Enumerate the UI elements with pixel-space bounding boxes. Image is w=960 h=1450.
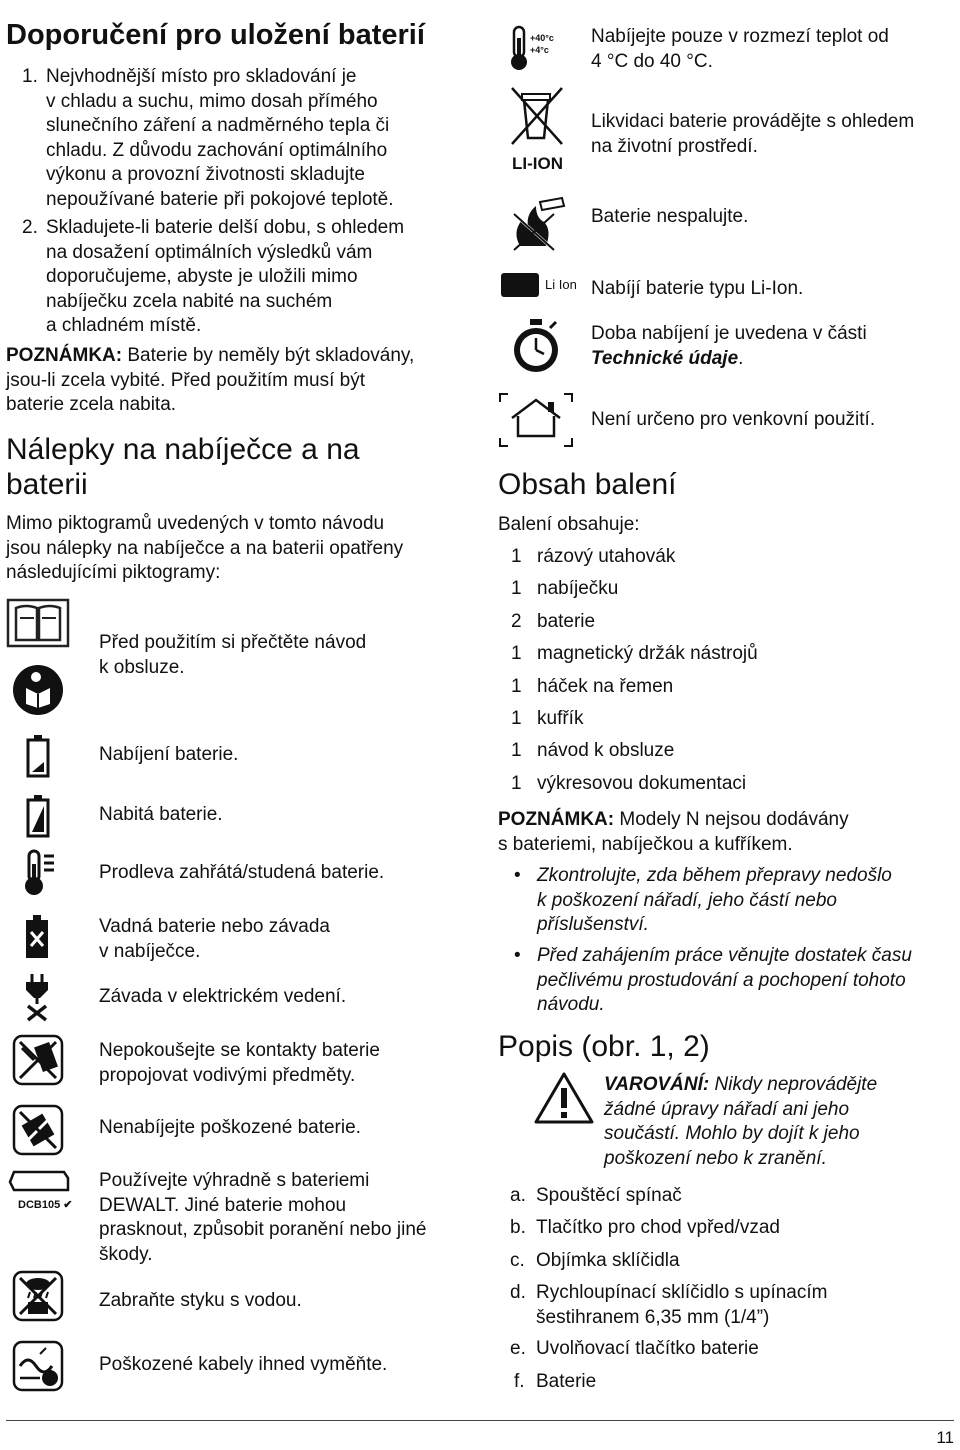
text-line: Baterie by neměly být skladovány,: [122, 345, 415, 366]
list-item: [511, 577, 758, 609]
thermometer-delay-icon: [20, 848, 60, 898]
read-manual-icon: [12, 664, 64, 716]
text-line: baterie zcela nabita.: [6, 394, 177, 415]
item-name: magnetický držák nástrojů: [537, 643, 758, 665]
text-line: žádné úpravy nářadí ani jeho: [604, 1098, 850, 1120]
part-name: Baterie: [536, 1371, 597, 1392]
damaged-cable-icon: [12, 1340, 64, 1392]
item-qty: 1: [511, 643, 522, 665]
part-b: [510, 1216, 780, 1241]
label-no-damaged: Nenabíjejte poškozené baterie.: [99, 1117, 361, 1138]
item-qty: 1: [511, 546, 522, 567]
text-line: slunečního záření a nadměrného tepla či: [46, 115, 390, 136]
title-line: Nálepky na nabíječce a na: [6, 433, 360, 466]
item-qty: 1: [511, 578, 522, 600]
text-line: Likvidaci baterie provádějte s ohledem: [591, 111, 915, 132]
item-name: nabíječku: [537, 578, 619, 600]
icon-text: Li Ion: [545, 277, 577, 292]
icon-text: +40°c: [530, 33, 554, 43]
item-name: baterie: [537, 610, 596, 632]
text-line: Skladujete-li baterie delší dobu, s ohledem: [46, 217, 405, 238]
part-letter: d.: [510, 1282, 526, 1303]
text-line: 4 °C do 40 °C.: [591, 50, 713, 72]
text-line: Před zahájením práce věnujte dostatek času: [537, 945, 912, 966]
li-ion-text: Nabíjí baterie typu Li-Ion.: [591, 278, 804, 299]
crossed-bin-icon: [506, 84, 568, 173]
contents-title: Obsah balení: [498, 468, 677, 501]
warning-label: VAROVÁNÍ:: [604, 1074, 710, 1095]
label-battery-fault: [99, 915, 330, 964]
labels-title: [6, 432, 360, 502]
list-item: [511, 545, 758, 577]
labels-intro: [6, 512, 403, 586]
storage-item2-number: 2.: [22, 217, 38, 238]
text-line: Doba nabíjení je uvedena v části: [591, 323, 867, 344]
recycle-text: [591, 110, 914, 159]
part-letter: f.: [514, 1371, 525, 1392]
item-name: návod k obsluze: [537, 740, 675, 762]
text-line: poškození nebo k zranění.: [604, 1147, 827, 1169]
part-name: Tlačítko pro chod vpřed/vzad: [536, 1217, 780, 1238]
charge-time-text: [591, 322, 867, 371]
text-line: Před použitím si přečtěte návod: [99, 632, 367, 653]
text-line: jsou-li zcela vybité. Před použitím musí být: [6, 369, 366, 391]
text-line: Nikdy neprovádějte: [709, 1074, 878, 1095]
item-qty: 1: [511, 772, 522, 794]
text-line: součástí. Mohlo by dojít k jeho: [604, 1123, 860, 1144]
bullet-dot: •: [514, 945, 521, 966]
contents-note: [498, 808, 849, 857]
title-line: baterii: [6, 468, 88, 501]
list-item: [511, 772, 758, 804]
part-letter: e.: [510, 1338, 526, 1359]
part-name: Rychloupínací sklíčidlo s upínacím: [536, 1282, 828, 1303]
part-name: Spouštěcí spínač: [536, 1185, 682, 1206]
text-line: jsou nálepky na nabíječce a na baterii opatřeny: [6, 537, 404, 559]
part-a: [510, 1184, 682, 1209]
part-name: šestihranem 6,35 mm (1/4”): [536, 1306, 770, 1328]
item-qty: 1: [511, 707, 522, 729]
no-fire-icon: [506, 196, 568, 252]
text-line: Mimo piktogramů uvedených v tomto návodu: [6, 513, 385, 534]
list-item: [511, 642, 758, 674]
part-f: [514, 1370, 596, 1395]
text-line: Zkontrolujte, zda během přepravy nedošlo: [537, 865, 892, 886]
part-c: [510, 1249, 680, 1274]
list-item: [511, 610, 758, 642]
text-line: Používejte výhradně s bateriemi: [99, 1170, 370, 1191]
text-line: DEWALT. Jiné baterie mohou: [99, 1194, 347, 1216]
bullet-dot: •: [514, 865, 521, 886]
icon-text: +4°c: [530, 45, 549, 55]
text-line: nepoužívané baterie při pokojové teplotě.: [46, 188, 394, 210]
storage-title: Doporučení pro uložení baterií: [6, 19, 425, 51]
dcb105-label: DCB105 ✔: [18, 1199, 73, 1211]
label-no-water: Zabraňte styku s vodou.: [99, 1290, 302, 1311]
list-item: [511, 675, 758, 707]
item-name: kufřík: [537, 707, 584, 729]
bullet-check-transport: [537, 864, 892, 938]
li-ion-battery-icon: [500, 272, 577, 298]
technical-data-ref: Technické údaje: [591, 347, 739, 369]
item-qty: 1: [511, 675, 522, 697]
text-line: Nejvhodnější místo pro skladování je: [46, 66, 357, 87]
contents-intro: Balení obsahuje:: [498, 514, 640, 535]
battery-charging-icon: [26, 734, 50, 778]
text-line: doporučujeme, abyste je uložili mimo: [46, 266, 358, 287]
temperature-range-icon: [506, 24, 556, 74]
text-line: a chladném místě.: [46, 315, 202, 336]
text-line: příslušenství.: [537, 914, 649, 935]
text-line: .: [738, 347, 744, 369]
icon-text: LI-ION: [512, 154, 563, 173]
text-line: na dosažení optimálních výsledků vám: [46, 241, 373, 263]
text-line: chladu. Z důvodu zachování optimálního: [46, 139, 388, 161]
text-line: k poškození nářadí, jeho částí nebo: [537, 889, 837, 911]
list-item: [511, 707, 758, 739]
list-item: [511, 739, 758, 771]
part-d: [510, 1281, 827, 1330]
no-water-icon: [12, 1270, 64, 1322]
no-damaged-battery-icon: [12, 1104, 64, 1156]
label-battery-charging: Nabíjení baterie.: [99, 744, 239, 765]
text-line: na životní prostředí.: [591, 135, 758, 157]
warning-text: [604, 1073, 877, 1171]
indoor-text: Není určeno pro venkovní použití.: [591, 409, 876, 430]
no-conductive-objects-icon: [12, 1034, 64, 1086]
text-line: Vadná baterie nebo závada: [99, 916, 330, 937]
label-power-fault: Závada v elektrickém vedení.: [99, 986, 347, 1007]
part-letter: a.: [510, 1185, 526, 1206]
item-qty: 2: [511, 610, 522, 632]
bullet-read-manual: [537, 944, 912, 1018]
book-icon: [6, 598, 70, 648]
item-name: rázový utahovák: [537, 546, 676, 567]
text-line: pečlivému prostudování a pochopení tohoto: [537, 969, 906, 991]
plug-fault-icon: [22, 972, 52, 1022]
stopwatch-icon: [510, 318, 562, 376]
part-letter: b.: [510, 1217, 526, 1238]
text-line: k obsluze.: [99, 656, 185, 678]
text-line: škody.: [99, 1243, 153, 1265]
text-line: následujícími piktogramy:: [6, 562, 221, 583]
storage-item1-number: 1.: [22, 66, 38, 87]
text-line: Modely N nejsou dodávány: [614, 809, 849, 830]
label-battery-charged: Nabitá baterie.: [99, 804, 223, 825]
part-letter: c.: [510, 1250, 525, 1271]
temp-range-text: [591, 25, 889, 74]
item-name: výkresovou dokumentaci: [537, 772, 747, 794]
item-name: háček na řemen: [537, 675, 674, 697]
contents-list: [511, 545, 758, 804]
text-line: v chladu a suchu, mimo dosah přímého: [46, 90, 378, 112]
label-damaged-cable: Poškozené kabely ihned vyměňte.: [99, 1354, 388, 1375]
battery-fault-icon: [24, 914, 50, 960]
temp-range-labels: [530, 32, 554, 56]
label-no-conductive: [99, 1039, 380, 1088]
icon-text: DCB105: [18, 1199, 61, 1211]
text-line: s bateriemi, nabíječkou a kufříkem.: [498, 833, 793, 855]
text-line: prasknout, způsobit poranění nebo jiné: [99, 1219, 427, 1240]
page-number: 11: [936, 1428, 954, 1447]
text-line: výkonu a provozní životnosti skladujte: [46, 164, 365, 185]
footer-rule: [6, 1420, 954, 1421]
description-title: Popis (obr. 1, 2): [498, 1030, 710, 1063]
battery-charged-icon: [26, 794, 50, 838]
label-hot-cold-delay: Prodleva zahřátá/studená baterie.: [99, 862, 385, 883]
part-name: Objímka sklíčidla: [536, 1250, 680, 1271]
storage-item2: [46, 216, 404, 339]
label-read-manual: [99, 631, 366, 680]
warning-icon: [534, 1072, 594, 1124]
storage-item1: [46, 65, 394, 212]
no-burn-text: Baterie nespalujte.: [591, 206, 749, 227]
part-e: [510, 1337, 759, 1362]
indoor-only-icon: [498, 392, 574, 448]
text-line: nabíječku zcela nabité na suchém: [46, 290, 333, 312]
storage-note: [6, 344, 414, 418]
dcb105-battery-icon: [8, 1168, 72, 1218]
item-qty: 1: [511, 740, 522, 762]
note-label: POZNÁMKA:: [498, 809, 615, 830]
note-label: POZNÁMKA:: [6, 345, 123, 366]
text-line: v nabíječce.: [99, 940, 201, 962]
text-line: Nepokoušejte se kontakty baterie: [99, 1040, 380, 1061]
text-line: návodu.: [537, 994, 605, 1015]
text-line: propojovat vodivými předměty.: [99, 1064, 356, 1086]
label-dewalt-only: [99, 1169, 426, 1267]
text-line: Nabíjejte pouze v rozmezí teplot od: [591, 26, 889, 47]
part-name: Uvolňovací tlačítko baterie: [536, 1338, 759, 1359]
